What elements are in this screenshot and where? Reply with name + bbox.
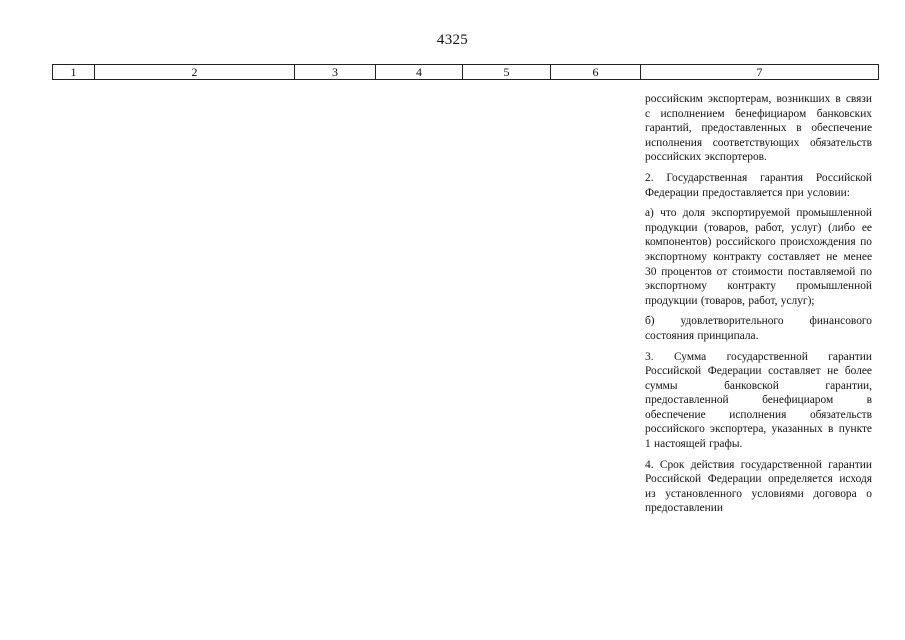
column-header-4: 4	[376, 65, 463, 80]
paragraph-continuation: российским экспортерам, возникших в связи с исполнением бенефициаром банковских гарантий, предоставленных в обеспечение исполнения соответствующих обязательств российских экспортеров.	[645, 93, 872, 164]
paragraph-item-2: 2. Государственная гарантия Российской Федерации предоставляется при условии:	[645, 171, 872, 199]
column-7-text	[645, 92, 872, 522]
column-header-2: 2	[95, 65, 295, 80]
paragraph-item-4: 4. Срок действия государственной гарантии Российской Федерации определяется исходя из установленного условиями договора о предоставлении	[645, 458, 872, 515]
page-number: 4325	[436, 32, 469, 48]
column-header-7: 7	[641, 65, 879, 80]
paragraph-subitem-a: а) что доля экспортируемой промышленной продукции (товаров, работ, услуг) (либо ее компонентов) российского происхождения по экспортному контракту составляет не менее 30 процентов от стоимости поставляемой по экспортному контракту промышленной продукции (товаров, работ, услуг);	[645, 207, 872, 307]
paragraph-subitem-b: б) удовлетворительного финансового состояния принципала.	[645, 315, 872, 342]
paragraph-item-3: 3. Сумма государственной гарантии Российской Федерации составляет не более суммы банковской гарантии, предоставленной бенефициаром в обеспечение исполнения обязательств российского экспортера, указанных в пункте 1 настоящей графы.	[645, 350, 872, 451]
column-header-3: 3	[295, 65, 376, 80]
column-header-table	[52, 64, 879, 80]
column-header-6: 6	[551, 65, 641, 80]
column-header-row	[53, 65, 879, 80]
column-header-1: 1	[53, 65, 95, 80]
column-header-5: 5	[463, 65, 551, 80]
